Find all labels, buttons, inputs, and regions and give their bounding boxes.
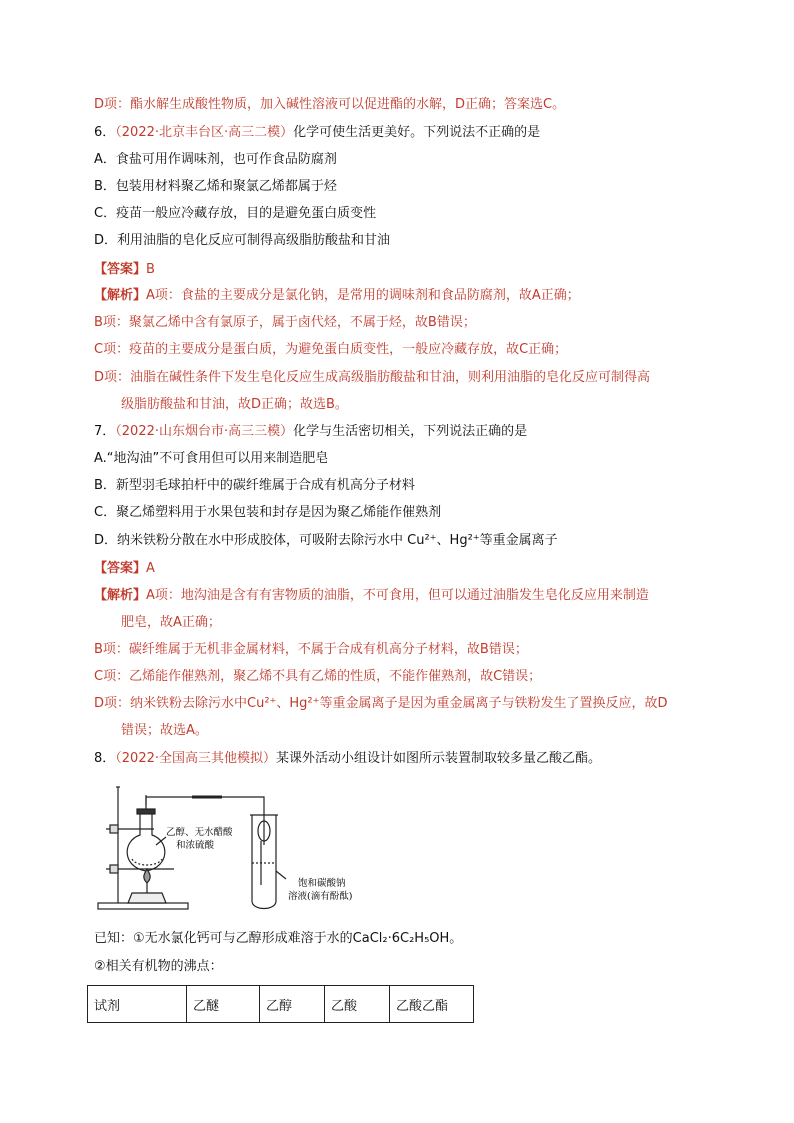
q6-analysis-d-2: 级脂肪酸盐和甘油，故D正确；故选B。 — [121, 397, 348, 412]
table-header-cell: 乙醚 — [187, 986, 260, 1023]
ester-apparatus-diagram — [92, 785, 392, 915]
known-condition-2: ②相关有机物的沸点： — [94, 959, 223, 974]
stand-base — [98, 903, 188, 909]
table-header-cell: 乙酸 — [325, 986, 390, 1023]
q7-option-b: B．新型羽毛球拍杆中的碳纤维属于合成有机高分子材料 — [94, 478, 415, 493]
q7-analysis-d-1: D项：纳米铁粉去除污水中Cu²⁺、Hg²⁺等重金属离子是因为重金属离子与铁粉发生了置换反应，故D — [94, 696, 668, 711]
question-6-stem — [94, 124, 540, 142]
question-source: （2022·山东烟台市·高三三模） — [115, 424, 294, 439]
q6-analysis-c: C项：疫苗的主要成分是蛋白质，为避免蛋白质变性，一般应冷藏存放，故C正确； — [94, 342, 568, 357]
question-source: （2022·北京丰台区·高三二模） — [115, 125, 294, 140]
answer-tag: 【答案】 — [94, 561, 147, 576]
question-number: 8． — [94, 751, 116, 766]
question-8-stem — [94, 750, 601, 768]
q6-analysis-a — [94, 287, 580, 305]
tube-label-line1: 饱和碳酸钠 — [298, 878, 346, 889]
question-text: 化学可使生活更美好。下列说法不正确的是 — [293, 125, 541, 140]
q7-analysis-a-1 — [94, 587, 649, 605]
q7-analysis-a-2: 肥皂，故A正确； — [121, 615, 221, 630]
q7-analysis-b: B项：碳纤维属于无机非金属材料，不属于合成有机高分子材料，故B错误； — [94, 642, 528, 657]
question-number: 7． — [94, 424, 116, 439]
q6-analysis-b: B项：聚氯乙烯中含有氯原子，属于卤代烃，不属于烃，故B错误； — [94, 315, 476, 330]
option-text-end: 等重金属离子 — [479, 533, 558, 548]
answer-value: B — [146, 262, 155, 277]
analysis-text: A项：地沟油是含有有害物质的油脂，不可食用，但可以通过油脂发生皂化反应用来制造 — [146, 588, 649, 603]
q6-option-d: D．利用油脂的皂化反应可制得高级脂肪酸盐和甘油 — [94, 233, 391, 248]
q6-option-c: C．疫苗一般应冷藏存放，目的是避免蛋白质变性 — [94, 206, 377, 221]
question-text: 某课外活动小组设计如图所示装置制取较多量乙酸乙酯。 — [276, 751, 602, 766]
question-number: 6． — [94, 125, 116, 140]
tube-label-line2: 溶液(滴有酚酞) — [288, 891, 353, 902]
q7-analysis-d-2: 错误；故选A。 — [121, 723, 208, 738]
analysis-text: A项：食盐的主要成分是氯化钠，是常用的调味剂和食品防腐剂，故A正确； — [146, 288, 580, 303]
stopper — [137, 809, 155, 814]
analysis-tag: 【解析】 — [94, 588, 147, 603]
q7-option-a: A.“地沟油”不可食用但可以用来制造肥皂 — [94, 451, 329, 466]
question-7-stem — [94, 423, 527, 441]
ion-formula: Cu²⁺、Hg²⁺ — [407, 533, 480, 548]
q6-option-a: A．食盐可用作调味剂，也可作食品防腐剂 — [94, 152, 337, 167]
q7-answer — [94, 560, 155, 578]
answer-value: A — [146, 561, 155, 576]
boiling-point-table — [87, 985, 474, 1023]
q6-option-b: B．包装用材料聚乙烯和聚氯乙烯都属于烃 — [94, 179, 337, 194]
analysis-tag: 【解析】 — [94, 288, 147, 303]
q6-analysis-d-1: D项：油脂在碱性条件下发生皂化反应生成高级脂肪酸盐和甘油，则利用油脂的皂化反应可制得高 — [94, 370, 651, 385]
table-row — [88, 986, 474, 1023]
answer-tag: 【答案】 — [94, 262, 147, 277]
q6-answer — [94, 261, 155, 279]
table-header-cell: 乙酸乙酯 — [390, 986, 474, 1023]
q7-analysis-c: C项：乙烯能作催熟剂，聚乙烯不具有乙烯的性质，不能作催熟剂，故C错误； — [94, 669, 542, 684]
question-text: 化学与生活密切相关，下列说法正确的是 — [293, 424, 528, 439]
table-header-cell: 试剂 — [88, 986, 187, 1023]
question-source: （2022·全国高三其他模拟） — [115, 751, 276, 766]
q5-analysis-d-text: D项：酯水解生成酸性物质，加入碱性溶液可以促进酯的水解，D正确；答案选C。 — [94, 97, 566, 112]
table-header-cell: 乙醇 — [260, 986, 325, 1023]
known-condition-1: 已知：①无水氯化钙可与乙醇形成难溶于水的CaCl₂·6C₂H₅OH。 — [94, 931, 463, 946]
flask-label-line1: 乙醇、无水醋酸 — [166, 827, 233, 838]
q5-analysis-d — [94, 96, 565, 114]
option-text: D．纳米铁粉分散在水中形成胶体，可吸附去除污水中 — [94, 533, 404, 548]
q7-option-d — [94, 532, 558, 550]
alcohol-lamp — [128, 893, 166, 903]
q7-option-c: C．聚乙烯塑料用于水果包装和封存是因为聚乙烯能作催熟剂 — [94, 505, 442, 520]
flask-label-line2: 和浓硫酸 — [176, 840, 215, 851]
